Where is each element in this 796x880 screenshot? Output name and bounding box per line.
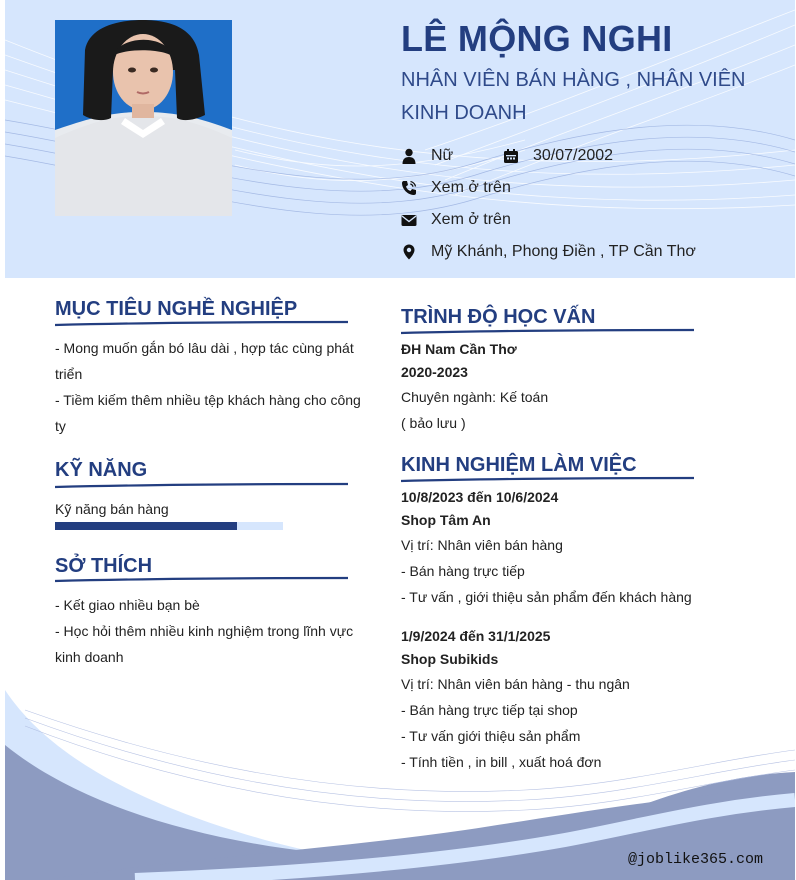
skill-bar-fill: [55, 522, 237, 530]
job-line: Vị trí: Nhân viên bán hàng - thu ngân: [401, 676, 630, 692]
education-note: ( bảo lưu ): [401, 415, 466, 431]
job-period: 1/9/2024 đến 31/1/2025: [401, 628, 551, 644]
skills-underline: [55, 482, 350, 490]
objective-line: - Mong muốn gắn bó lâu dài , hợp tác cùng phát triển: [55, 340, 354, 382]
birthdate-row: [503, 145, 613, 167]
education-years: 2020-2023: [401, 364, 468, 380]
objective-title: MỤC TIÊU NGHỀ NGHIỆP: [55, 298, 298, 320]
job-period: 10/8/2023 đến 10/6/2024: [401, 489, 559, 505]
envelope-icon: [401, 212, 417, 228]
gender-row: [401, 145, 453, 167]
skill-label: Kỹ năng bán hàng: [55, 501, 169, 517]
birthdate-value: 30/07/2002: [533, 147, 614, 164]
address-value: Mỹ Khánh, Phong Điền , TP Cần Thơ: [431, 243, 696, 260]
job-company: Shop Subikids: [401, 651, 499, 667]
job-line: Vị trí: Nhân viên bán hàng: [401, 537, 563, 553]
email-row: [401, 209, 511, 231]
education-underline: [401, 328, 696, 336]
job-line: - Tư vấn giới thiệu sản phẩm: [401, 728, 581, 744]
email-value: Xem ở trên: [431, 211, 511, 228]
cv-page: [5, 0, 795, 880]
hobby-line: - Học hỏi thêm nhiều kinh nghiệm trong lĩnh vực kinh doanh: [55, 623, 354, 665]
job-line: - Tính tiền , in bill , xuất hoá đơn: [401, 754, 602, 770]
cv-header: [5, 0, 795, 278]
skill-bar-track: [55, 522, 283, 530]
calendar-icon: [503, 148, 519, 164]
location-pin-icon: [401, 244, 417, 260]
hobby-line: - Kết giao nhiều bạn bè: [55, 597, 200, 613]
job-line: - Bán hàng trực tiếp tại shop: [401, 702, 578, 718]
experience-title: KINH NGHIỆM LÀM VIỆC: [401, 454, 637, 476]
skills-title: KỸ NĂNG: [55, 459, 148, 481]
phone-icon: [401, 180, 417, 196]
phone-row: [401, 177, 511, 199]
objective-underline: [55, 320, 350, 328]
gender-value: Nữ: [431, 147, 454, 164]
experience-underline: [401, 476, 696, 484]
address-row: [401, 241, 696, 263]
hobbies-title: SỞ THÍCH: [55, 555, 153, 577]
education-title: TRÌNH ĐỘ HỌC VẤN: [401, 306, 596, 328]
education-major: Chuyên ngành: Kế toán: [401, 389, 549, 405]
candidate-name: LÊ MỘNG NGHI: [401, 18, 673, 59]
hobbies-underline: [55, 576, 350, 584]
job-company: Shop Tâm An: [401, 512, 491, 528]
education-school: ĐH Nam Cần Thơ: [401, 341, 517, 357]
objective-line: - Tiềm kiếm thêm nhiều tệp khách hàng cho công ty: [55, 392, 361, 434]
profile-photo: [55, 20, 232, 216]
job-title: NHÂN VIÊN BÁN HÀNG , NHÂN VIÊN KINH DOANH: [401, 69, 746, 124]
job-line: - Tư vấn , giới thiệu sản phẩm đến khách hàng: [401, 589, 692, 605]
phone-value: Xem ở trên: [431, 179, 511, 196]
user-icon: [401, 148, 417, 164]
footer-credit: @joblike365.com: [628, 851, 764, 868]
job-line: - Bán hàng trực tiếp: [401, 563, 525, 579]
